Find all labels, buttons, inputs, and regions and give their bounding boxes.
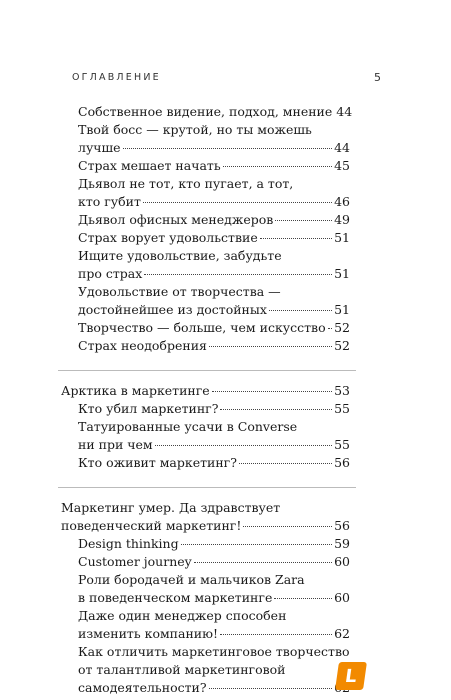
toc-line [78, 175, 350, 193]
toc-entry-text: от талантливой маркетинговой [78, 662, 286, 677]
toc-page-number: 51 [334, 230, 350, 245]
running-header-title: ОГЛАВЛЕНИЕ [72, 72, 161, 83]
toc-line [78, 283, 350, 301]
toc-page-number: 60 [334, 554, 350, 569]
toc-line [78, 301, 350, 319]
toc-subsection [78, 319, 350, 337]
toc-page-number: 55 [334, 401, 350, 416]
dot-leader [243, 526, 332, 527]
toc-line [78, 418, 350, 436]
toc-page-number: 53 [334, 383, 350, 398]
toc-line [78, 643, 350, 661]
toc-line [78, 121, 350, 139]
toc-line [78, 103, 353, 121]
toc-entry-text: Страх неодобрения [78, 338, 207, 353]
toc-line [78, 589, 350, 607]
toc-line [78, 553, 350, 571]
dot-leader [143, 202, 332, 203]
dot-leader [209, 346, 332, 347]
toc-entry-text: Творчество — больше, чем искусство [78, 320, 326, 335]
toc-line [78, 211, 350, 229]
toc-line [78, 535, 350, 553]
toc-subsection [78, 121, 350, 157]
toc-subsection [78, 400, 350, 418]
toc-line [78, 625, 350, 643]
toc-line [78, 157, 350, 175]
toc-entry-text: Твой босс — крутой, но ты можешь [78, 122, 312, 137]
toc-line [78, 454, 350, 472]
toc-chapter [61, 499, 350, 535]
toc-line [78, 400, 350, 418]
toc-subsection [78, 211, 350, 229]
toc-entry-text: Кто убил маркетинг? [78, 401, 219, 416]
table-of-contents [0, 103, 451, 697]
toc-entry-text: кто губит [78, 194, 141, 209]
toc-entry-text: Customer journey [78, 554, 192, 569]
toc-subsection [78, 571, 350, 607]
toc-entry-text: Даже один менеджер способен [78, 608, 287, 623]
toc-line [78, 265, 350, 283]
toc-entry-text: Маркетинг умер. Да здравствует [61, 500, 281, 515]
toc-line [78, 679, 350, 697]
toc-entry-text: изменить компанию! [78, 626, 219, 641]
toc-subsection [78, 229, 350, 247]
toc-entry-text: Татуированные усачи в Converse [78, 419, 298, 434]
toc-page-number: 51 [334, 302, 350, 317]
toc-page-number: 59 [334, 536, 350, 551]
dot-leader [269, 310, 332, 311]
toc-line [78, 193, 350, 211]
page-number: 5 [374, 71, 381, 84]
toc-page-number: 49 [334, 212, 350, 227]
toc-line [78, 436, 350, 454]
toc-page-number: 46 [334, 194, 350, 209]
toc-subsection [78, 175, 350, 211]
toc-entry-text: Design thinking [78, 536, 179, 551]
toc-entry-text: Страх мешает начать [78, 158, 221, 173]
dot-leader [223, 166, 332, 167]
publisher-logo-icon: L [335, 662, 367, 690]
toc-page-number: 62 [334, 626, 350, 641]
toc-line [78, 247, 350, 265]
toc-entry-text: Кто оживит маркетинг? [78, 455, 237, 470]
dot-leader [181, 544, 332, 545]
toc-subsection [78, 418, 350, 454]
dot-leader [239, 463, 332, 464]
toc-page-number: 51 [334, 266, 350, 281]
toc-line [78, 229, 350, 247]
toc-entry-text: Как отличить маркетинговое творчество [78, 644, 350, 659]
dot-leader [274, 598, 332, 599]
toc-entry-text: Удовольствие от творчества — [78, 284, 281, 299]
toc-line [78, 571, 350, 589]
toc-entry-text: самодеятельности? [78, 680, 207, 695]
toc-page-number: 56 [334, 455, 350, 470]
toc-entry-text: Собственное видение, подход, мнение [78, 104, 333, 119]
toc-subsection [78, 535, 350, 553]
toc-page-number: 52 [334, 320, 350, 335]
dot-leader [144, 274, 332, 275]
toc-entry-text: про страх [78, 266, 143, 281]
dot-leader [220, 634, 332, 635]
toc-line [78, 607, 350, 625]
toc-line [78, 139, 350, 157]
dot-leader [260, 238, 332, 239]
section-divider [58, 472, 356, 488]
toc-chapter [61, 382, 350, 400]
section-divider [58, 355, 356, 371]
dot-leader [209, 688, 333, 689]
dot-leader [328, 328, 333, 329]
dot-leader [220, 409, 332, 410]
toc-subsection [78, 337, 350, 355]
toc-subsection [78, 283, 350, 319]
toc-page-number: 44 [336, 104, 353, 119]
toc-line [61, 382, 350, 400]
toc-entry-text: лучше [78, 140, 121, 155]
toc-page-number: 45 [334, 158, 350, 173]
toc-entry-text: в поведенческом маркетинге [78, 590, 273, 605]
toc-entry-text: достойнейшее из достойных [78, 302, 267, 317]
toc-entry-text: Дьявол офисных менеджеров [78, 212, 274, 227]
toc-subsection [78, 607, 350, 643]
toc-entry-text: Ищите удовольствие, забудьте [78, 248, 282, 263]
toc-page-number: 52 [334, 338, 350, 353]
toc-subsection [78, 643, 350, 697]
dot-leader [212, 391, 332, 392]
toc-subsection [78, 454, 350, 472]
dot-leader [275, 220, 332, 221]
toc-page-number: 60 [334, 590, 350, 605]
toc-subsection [78, 157, 350, 175]
dot-leader [123, 148, 333, 149]
toc-line [78, 319, 350, 337]
toc-page-number: 56 [334, 518, 350, 533]
toc-line [78, 337, 350, 355]
toc-line [78, 661, 350, 679]
toc-entry-text: поведенческий маркетинг! [61, 518, 242, 533]
toc-line [61, 517, 350, 535]
toc-entry-text: Дьявол не тот, кто пугает, а тот, [78, 176, 294, 191]
toc-subsection [78, 553, 350, 571]
toc-page-number: 44 [334, 140, 350, 155]
dot-leader [155, 445, 332, 446]
toc-entry-text: Страх ворует удовольствие [78, 230, 258, 245]
dot-leader [194, 562, 332, 563]
toc-subsection [78, 103, 353, 121]
toc-entry-text: Арктика в маркетинге [61, 383, 210, 398]
toc-line [61, 499, 350, 517]
toc-entry-text: ни при чем [78, 437, 153, 452]
toc-subsection [78, 247, 350, 283]
toc-page-number: 55 [334, 437, 350, 452]
toc-entry-text: Роли бородачей и мальчиков Zara [78, 572, 305, 587]
